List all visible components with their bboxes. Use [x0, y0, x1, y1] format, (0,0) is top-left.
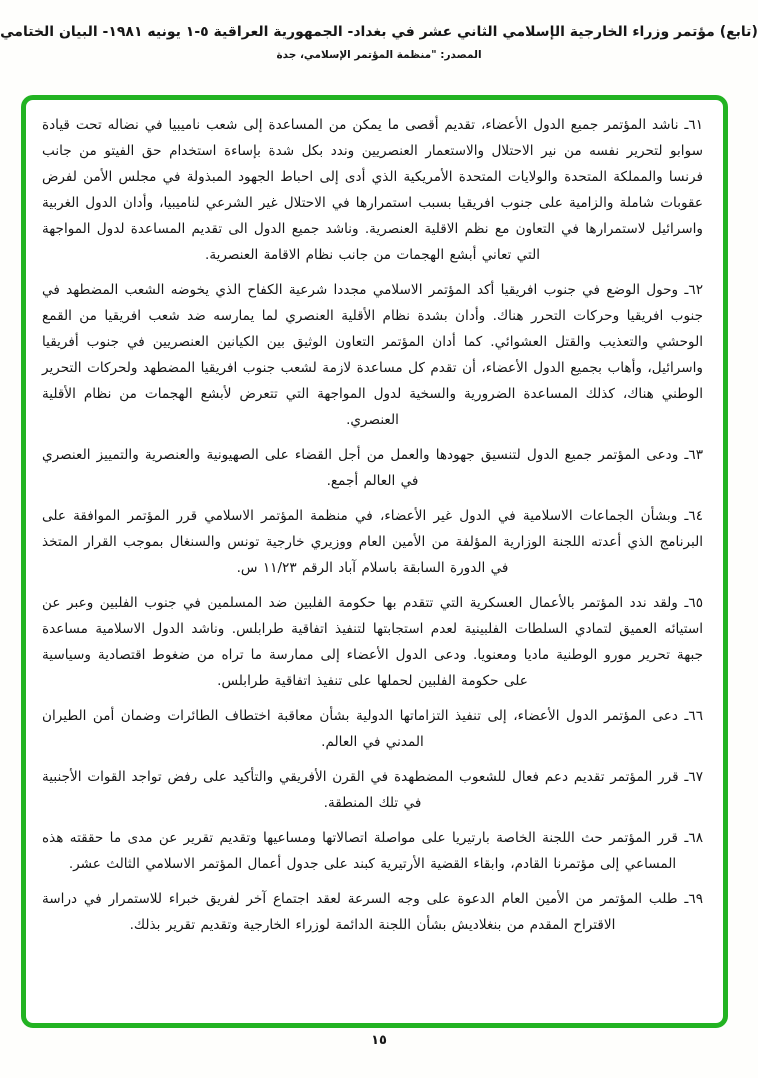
paragraph-٦٤: ٦٤ـ وبشأن الجماعات الاسلامية في الدول غير الأعضاء، في منظمة المؤتمر الاسلامي قرر المؤتمر الموافقة على البرنامج الذي أعدته اللجنة الوزارية المؤلفة من الأمين العام ووزيري خارجية تونس والسنغال بموجب القرار المتخذ في الدورة السابقة باسلام آباد الرقم ١١/٢٣ س.	[42, 508, 703, 576]
document-title: (تابع) مؤتمر وزراء الخارجية الإسلامي الثاني عشر في بغداد- الجمهورية العراقية ١‎-‎٥ يونيه ١٩٨١- البيان الختامي	[0, 24, 758, 40]
paragraph-٦٢: ٦٢ـ وحول الوضع في جنوب افريقيا أكد المؤتمر الاسلامي مجددا شرعية الكفاح الذي يخوضه الشعب المضطهد في جنوب افريقيا وحركات التحرر هناك. وأدان بشدة نظام الأقلية العنصري لما يمارسه ضد شعب افريقيا من القمع الوحشي والتعذيب والقتل العشوائي. كما أدان المؤتمر التعاون الوثيق بين الكيانين العنصريين في جنوب أفريقيا واسرائيل، وأهاب بجميع الدول الأعضاء، أن تقدم كل مساعدة لازمة لشعب جنوب افريقيا المضطهد ولحركات التحرير الوطني هناك، كذلك المساعدة الضرورية والسخية لدول المواجهة التي تتعرض لأبشع الهجمات من نظام الأقلية العنصري.	[42, 282, 703, 428]
document-source-line: المصدر: "منظمة المؤتمر الإسلامي، جدة	[276, 49, 482, 61]
paragraph-٦١: ٦١ـ ناشد المؤتمر جميع الدول الأعضاء، تقديم أقصى ما يمكن من المساعدة إلى شعب ناميبيا في نضاله تحت قيادة سوابو لتحرير نفسه من نير الاحتلال والاستعمار العنصريين وندد بكل شدة بإساءة استخدام حق الفيتو من جانب فرنسا والمملكة المتحدة والولايات المتحدة الأمريكية الذي أدى إلى احباط الجهود المبذولة في مجلس الأمن لفرض عقوبات شاملة والزامية على جنوب افريقيا بسبب استمرارها في الاحتلال غير الشرعي لناميبيا، وأدان الدول الغربية واسرائيل لاستمرارها في التعاون مع نظم الاقلية العنصرية. وناشد جميع الدول الى تقديم المساعدة لدول المواجهة التي تعاني أبشع الهجمات من جانب نظام الاقامة العنصرية.	[42, 117, 703, 263]
paragraph-list	[42, 112, 703, 938]
content-frame	[21, 95, 728, 1028]
paragraph-٦٣: ٦٣ـ ودعى المؤتمر جميع الدول لتنسيق جهودها والعمل من أجل القضاء على الصهيونية والعنصرية والتمييز العنصري في العالم أجمع.	[42, 447, 703, 489]
paragraph-٦٩: ٦٩ـ طلب المؤتمر من الأمين العام الدعوة على وجه السرعة لعقد اجتماع آخر لفريق خبراء للاستمرار في دراسة الاقتراح المقدم من بنغلاديش بشأن اللجنة الدائمة لوزراء الخارجية وتقديم تقرير بذلك.	[42, 891, 703, 933]
page-footer	[0, 1033, 758, 1048]
paragraph-٦٨: ٦٨ـ قرر المؤتمر حث اللجنة الخاصة بارتيريا على مواصلة اتصالاتها ومساعيها وتقديم تقرير عن مدى ما حققته هذه المساعي إلى مؤتمرنا القادم، وابقاء القضية الأرتيرية كبند على جدول أعمال المؤتمر الاسلامي الثالث عشر.	[42, 830, 703, 872]
paragraph-٦٦: ٦٦ـ دعى المؤتمر الدول الأعضاء، إلى تنفيذ التزاماتها الدولية بشأن معاقبة اختطاف الطائرات وضمان أمن الطيران المدني في العالم.	[42, 708, 703, 750]
paragraph-٦٧: ٦٧ـ قرر المؤتمر تقديم دعم فعال للشعوب المضطهدة في القرن الأفريقي والتأكيد على رفض تواجد القوات الأجنبية في تلك المنطقة.	[42, 769, 703, 811]
page-number: ١٥	[371, 1033, 387, 1048]
paragraph-٦٥: ٦٥ـ ولقد ندد المؤتمر بالأعمال العسكرية التي تتقدم بها حكومة الفلبين ضد المسلمين في جنوب الفلبين وعبر عن استيائه العميق لتمادي السلطات الفلبينية لعدم استجابتها لتنفيذ اتفاقية طرابلس. وناشد الدول الاسلامية مساعدة جبهة تحرير مورو الوطنية ماديا ومعنويا. ودعى الدول الأعضاء إلى ممارسة ما تراه من ضغوط اقتصادية وسياسية على حكومة الفلبين لحملها على تنفيذ اتفاقية طرابلس.	[42, 595, 703, 689]
document-header	[0, 24, 758, 61]
